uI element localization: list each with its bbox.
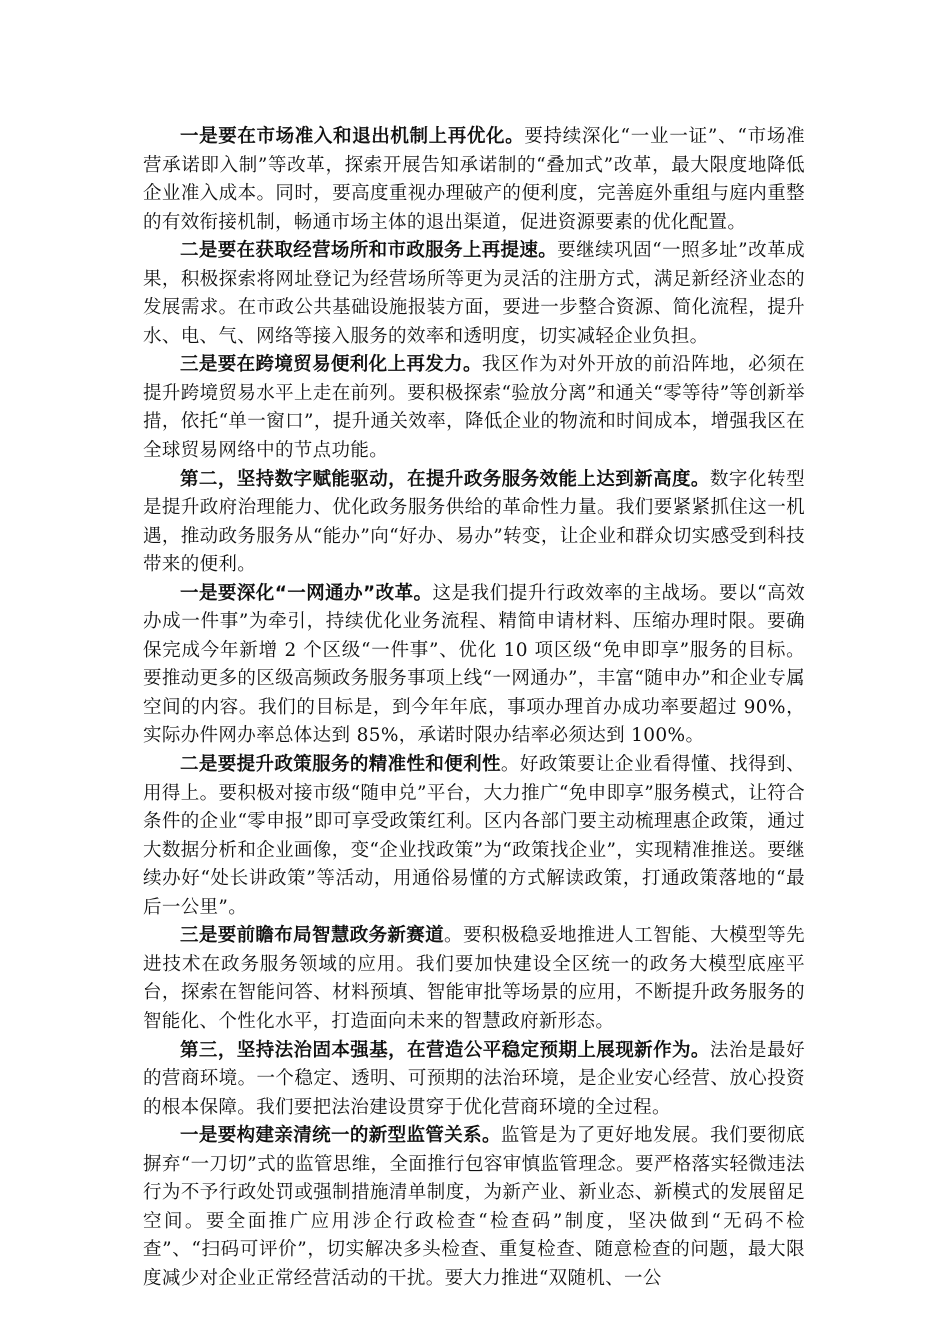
paragraph-9	[143, 1122, 805, 1293]
paragraph-lead: 二是要提升政策服务的精准性和便利性	[180, 754, 501, 776]
paragraph-text: 要持续深化“一业一证”、“市场准营承诺即入制”等改革，探索开展告知承诺制的“叠加式”改革，最大限度地降低企业准入成本。同时，要高度重视办理破产的便利度，完善庭外重组与庭内重整的有效衔接机制，畅通市场主体的退出渠道，促进资源要素的优化配置。	[143, 126, 805, 233]
paragraph-8	[143, 1037, 805, 1123]
document-page	[143, 123, 805, 1293]
paragraph-text: 要继续巩固“一照多址”改革成果，积极探索将网址登记为经营场所等更为灵活的注册方式，满足新经济业态的发展需求。在市政公共基础设施报装方面，要进一步整合资源、简化流程，提升水、电、气、网络等接入服务的效率和透明度，切实减轻企业负担。	[143, 240, 805, 347]
paragraph-lead: 二是要在获取经营场所和市政服务上再提速。	[180, 240, 558, 262]
paragraph-6	[143, 751, 805, 922]
paragraph-5	[143, 580, 805, 751]
paragraph-lead: 三是要在跨境贸易便利化上再发力。	[180, 354, 482, 376]
paragraph-lead: 三是要前瞻布局智慧政务新赛道	[180, 925, 445, 947]
paragraph-text: 这是我们提升行政效率的主战场。要以“高效办成一件事”为牵引，持续优化业务流程、精简申请材料、压缩办理时限。要确保完成今年新增 2 个区级“一件事”、优化 10 项区级“免申即享”服务的目标。要推动更多的区级高频政务服务事项上线“一网通办”，丰富“随申办”和企业专属空间的内容。我们的目标是，到今年年底，事项办理首办成功率要超过 90%，实际办件网办率总体达到 85%，承诺时限办结率必须达到 100%。	[143, 582, 805, 747]
paragraph-text: 我区作为对外开放的前沿阵地，必须在提升跨境贸易水平上走在前列。要积极探索“验放分离”和通关“零等待”等创新举措，依托“单一窗口”，提升通关效率，降低企业的物流和时间成本，增强我区在全球贸易网络中的节点功能。	[143, 354, 805, 462]
paragraph-text: 。要积极稳妥地推进人工智能、大模型等先进技术在政务服务领域的应用。我们要加快建设全区统一的政务大模型底座平台，探索在智能问答、材料预填、智能审批等场景的应用，不断提升政务服务的智能化、个性化水平，打造面向未来的智慧政府新形态。	[143, 925, 805, 1032]
paragraph-lead: 一是要构建亲清统一的新型监管关系。	[180, 1125, 501, 1147]
paragraph-lead: 一是要在市场准入和退出机制上再优化。	[180, 126, 525, 147]
paragraph-text: 监管是为了更好地发展。我们要彻底摒弃“一刀切”式的监管思维，全面推行包容审慎监管理念。要严格落实轻微违法行为不予行政处罚或强制措施清单制度，为新产业、新业态、新模式的发展留足空间。要全面推广应用涉企行政检查“检查码”制度，坚决做到“无码不检查”、“扫码可评价”，切实解决多头检查、重复检查、随意检查的问题，最大限度减少对企业正常经营活动的干扰。要大力推进“双随机、一公	[143, 1125, 806, 1289]
paragraph-4	[143, 466, 805, 580]
paragraph-text: 法治是最好的营商环境。一个稳定、透明、可预期的法治环境，是企业安心经营、放心投资的根本保障。我们要把法治建设贯穿于优化营商环境的全过程。	[143, 1039, 805, 1118]
paragraph-lead: 第三，坚持法治固本强基，在营造公平稳定预期上展现新作为。	[180, 1039, 710, 1061]
paragraph-2	[143, 237, 805, 351]
paragraph-text: 数字化转型是提升政府治理能力、优化政务服务供给的革命性力量。我们要紧紧抓住这一机遇，推动政务服务从“能办”向“好办、易办”转变，让企业和群众切实感受到科技带来的便利。	[143, 468, 805, 576]
paragraph-text: 。好政策要让企业看得懂、找得到、用得上。要积极对接市级“随申兑”平台，大力推广“免申即享”服务模式，让符合条件的企业“零申报”即可享受政策红利。区内各部门要主动梳理惠企政策，通过大数据分析和企业画像，变“企业找政策”为“政策找企业”，实现精准推送。要继续办好“处长讲政策”等活动，用通俗易懂的方式解读政策，打通政策落地的“最后一公里”。	[143, 754, 806, 918]
paragraph-7	[143, 922, 805, 1036]
paragraph-1	[143, 123, 805, 237]
paragraph-3	[143, 351, 805, 465]
paragraph-lead: 第二，坚持数字赋能驱动，在提升政务服务效能上达到新高度。	[180, 468, 710, 490]
paragraph-lead: 一是要深化“一网通办”改革。	[180, 582, 433, 604]
